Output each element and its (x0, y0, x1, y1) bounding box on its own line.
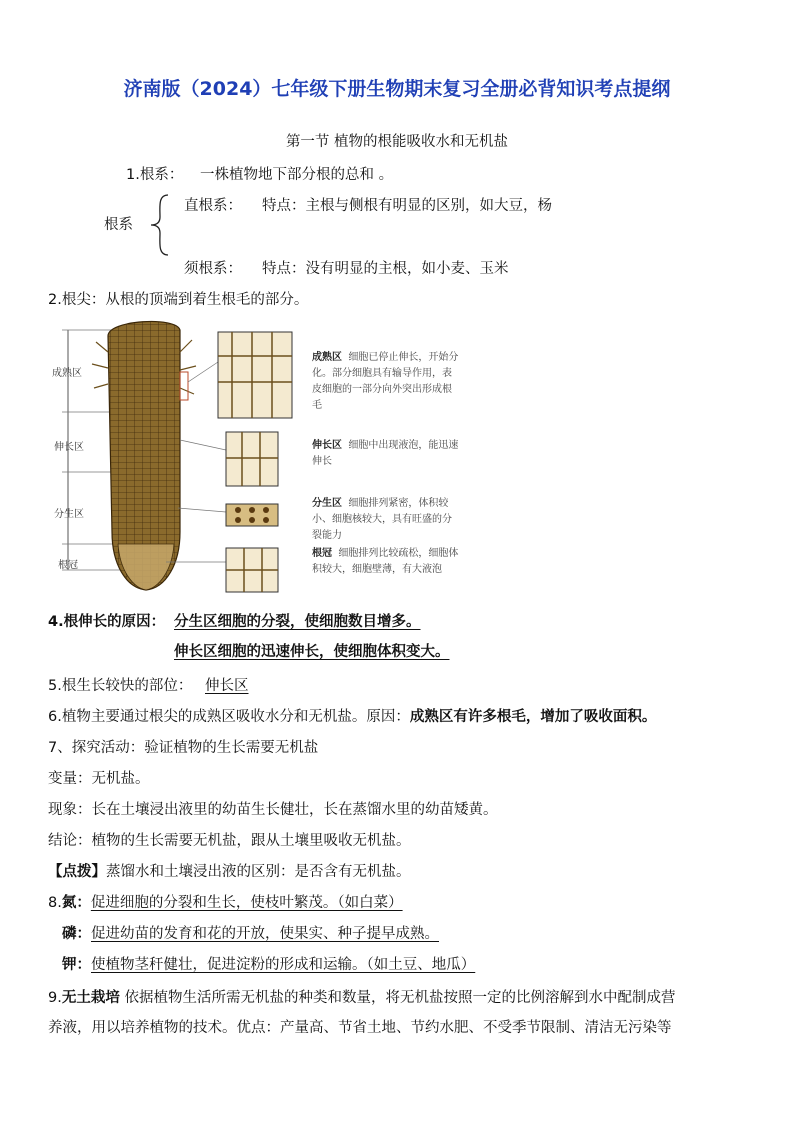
fibrous-feature: 特点：没有明显的主根，如小麦、玉米 (262, 261, 509, 277)
nitrogen-text: 促进细胞的分裂和生长，使枝叶繁茂。（如白菜） (90, 895, 403, 911)
desc-mature-text: 细胞已停止伸长，开始分化。部分细胞具有输导作用，表皮细胞的一部分向外突出形成根毛 (312, 352, 459, 411)
item6-reason: 成熟区有许多根毛，增加了吸收面积。 (409, 709, 657, 725)
root-system-label: 根系 (104, 217, 133, 233)
item7-title: 7、探究活动：验证植物的生长需要无机盐 (48, 740, 319, 756)
item6-text: 6.植物主要通过根尖的成熟区吸收水分和无机盐。原因： (48, 709, 410, 725)
desc-meristem-title: 分生区 (312, 498, 342, 509)
zone-meristem: 分生区 (54, 509, 84, 520)
item5-label: 5.根生长较快的部位： (48, 678, 193, 694)
item9-line1-text: 依据植物生活所需无机盐的种类和数量，将无机盐按照一定的比例溶解到水中配制成营 (124, 990, 676, 1006)
item9-label: 无土栽培 (61, 990, 120, 1006)
item7-variable: 变量：无机盐。 (48, 771, 150, 787)
desc-elongation-text: 细胞中出现液泡，能迅速伸长 (312, 440, 459, 467)
item5-answer: 伸长区 (205, 678, 249, 694)
item9-prefix: 9. (48, 990, 62, 1006)
potassium-text: 使植物茎秆健壮，促进淀粉的形成和运输。（如土豆、地瓜） (91, 957, 476, 973)
taproot-feature: 特点：主根与侧根有明显的区别，如大豆，杨 (262, 198, 552, 214)
zone-elongation: 伸长区 (54, 442, 84, 453)
tip-label: 【点拨】 (48, 864, 106, 880)
item1-label: 1.根系： (126, 167, 184, 183)
nitrogen-label: 氮： (61, 895, 91, 911)
potassium-label: 钾： (62, 957, 91, 973)
item4-line2: 伸长区细胞的迅速伸长，使细胞体积变大。 (174, 644, 450, 660)
desc-meristem-text: 细胞排列紧密，体积较小、细胞核较大，具有旺盛的分裂能力 (312, 498, 452, 541)
brace-icon (148, 193, 172, 257)
desc-rootcap (312, 546, 460, 578)
item8-potassium (62, 953, 475, 974)
desc-rootcap-title: 根冠 (312, 548, 332, 559)
zone-rootcap: 根冠 (58, 560, 78, 571)
root-tip-diagram (46, 312, 466, 598)
item1-text: 一株植物地下部分根的总和 。 (200, 167, 394, 183)
phosphorus-text: 促进幼苗的发育和花的开放，使果实、种子提早成熟。 (91, 926, 439, 942)
item2: 2.根尖：从根的顶端到着生根毛的部分。 (48, 292, 309, 308)
root-tip-illustration (46, 312, 306, 598)
item7-tip (48, 860, 411, 881)
desc-elongation-title: 伸长区 (312, 440, 342, 451)
item7-conclusion: 结论：植物的生长需要无机盐，跟从土壤里吸收无机盐。 (48, 833, 411, 849)
fibrous-name: 须根系： (184, 261, 242, 277)
desc-elongation (312, 438, 460, 470)
item4-line1: 分生区细胞的分裂，使细胞数目增多。 (174, 614, 421, 630)
item9-line1 (48, 986, 675, 1007)
item7-phenomenon: 现象：长在土壤浸出液里的幼苗生长健壮，长在蒸馏水里的幼苗矮黄。 (48, 802, 498, 818)
item8-prefix: 8. (48, 895, 62, 911)
zone-mature: 成熟区 (52, 368, 82, 379)
desc-mature (312, 350, 460, 414)
item4-label: 4.根伸长的原因： (48, 614, 166, 630)
item8-phosphorus (62, 922, 439, 943)
phosphorus-label: 磷： (62, 926, 91, 942)
taproot-name: 直根系： (184, 198, 242, 214)
item9-line2: 养液，用以培养植物的技术。优点：产量高、节省土地、节约水肥、不受季节限制、清洁无污染等 (48, 1020, 672, 1036)
desc-meristem (312, 496, 460, 544)
section-title: 第一节 植物的根能吸收水和无机盐 (285, 134, 509, 150)
page-title: 济南版（2024）七年级下册生物期末复习全册必背知识考点提纲 (123, 78, 671, 100)
item6 (48, 705, 656, 726)
desc-mature-title: 成熟区 (312, 352, 342, 363)
item8-nitrogen (48, 891, 403, 912)
tip-text: 蒸馏水和土壤浸出液的区别：是否含有无机盐。 (106, 864, 411, 880)
desc-rootcap-text: 细胞排列比较疏松，细胞体积较大，细胞壁薄，有大液泡 (312, 548, 459, 575)
